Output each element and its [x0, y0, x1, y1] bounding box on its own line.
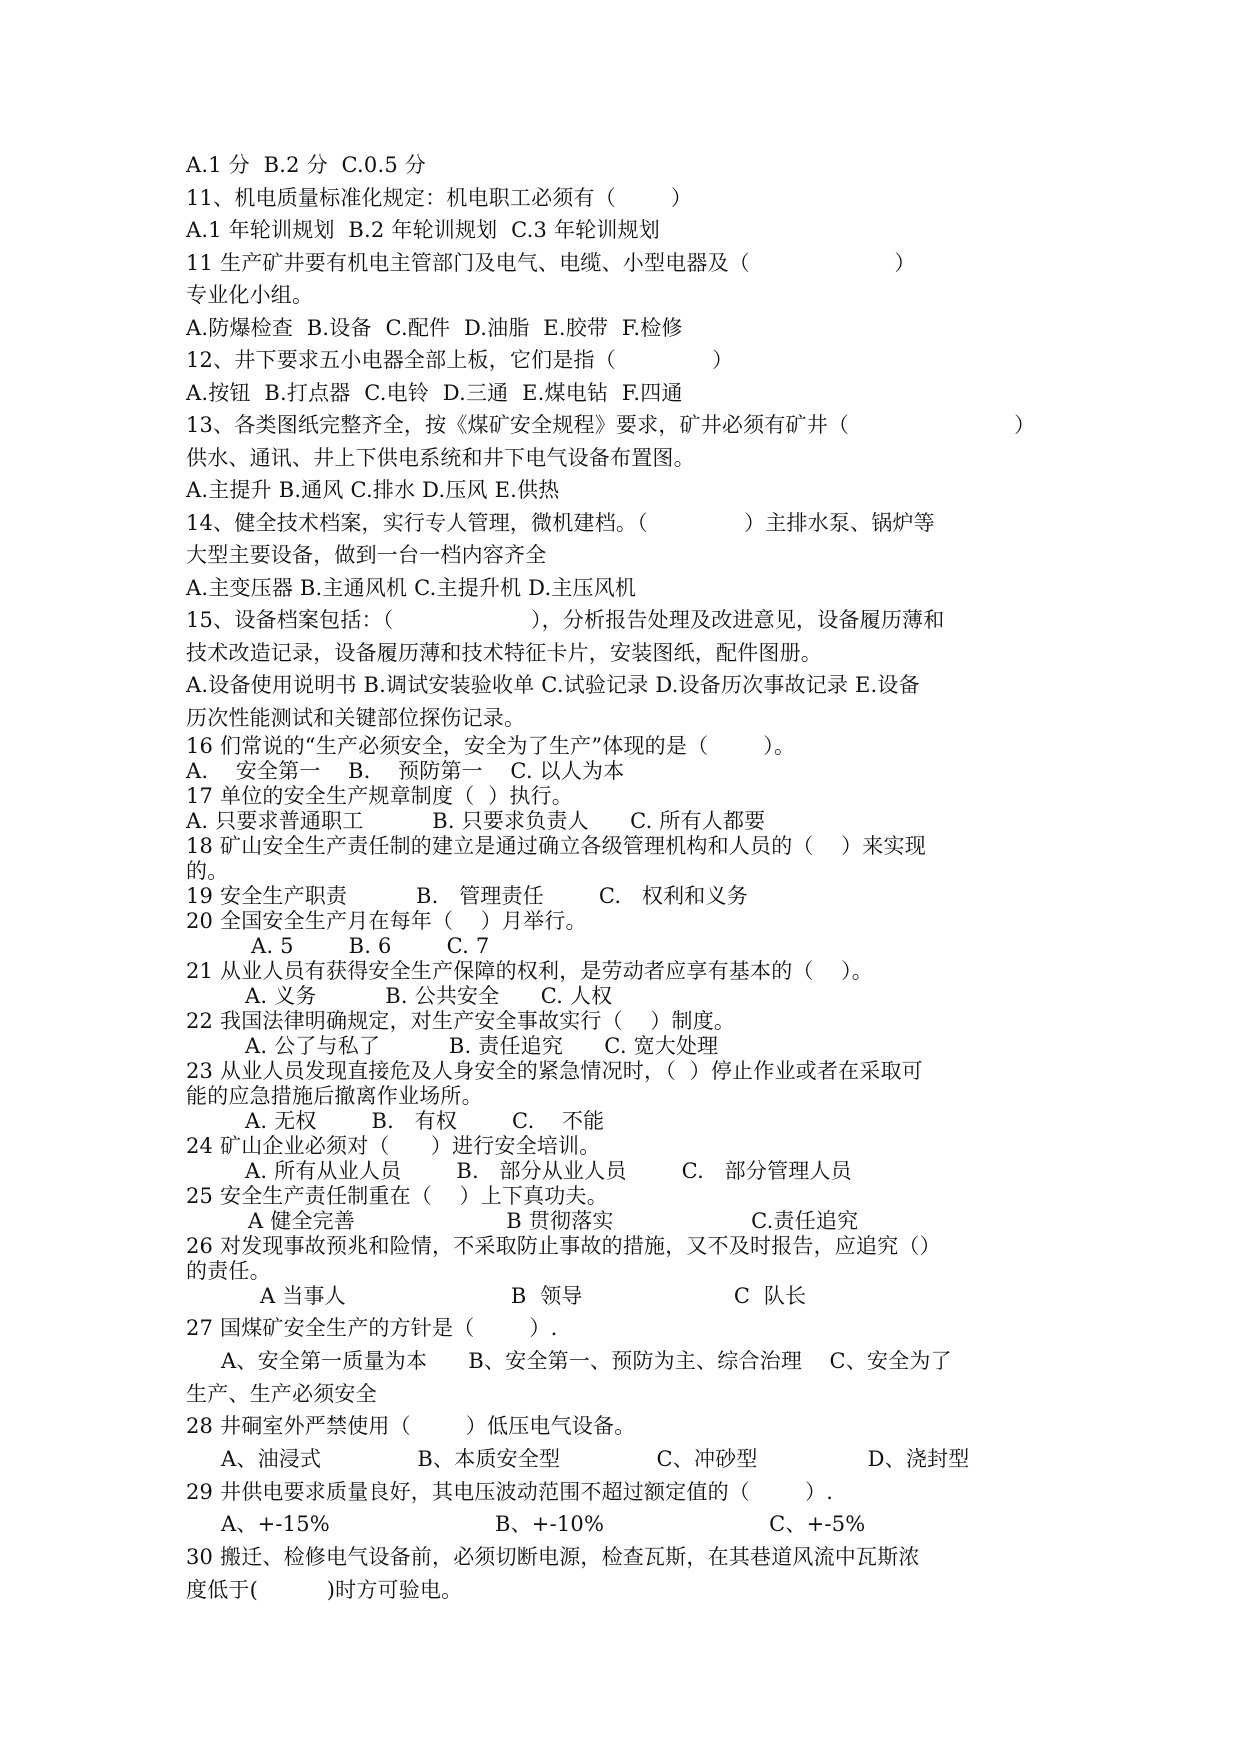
- text-line: A.主提升 B.通风 C.排水 D.压风 E.供热: [186, 478, 560, 502]
- text-line: 28 井硐室外严禁使用（ ）低压电气设备。: [186, 1414, 636, 1438]
- text-line: A. 只要求普通职工 B. 只要求负责人 C. 所有人都要: [186, 809, 766, 833]
- text-line: A.防爆检查 B.设备 C.配件 D.油脂 E.胶带 F.检修: [186, 316, 683, 340]
- text-line: 历次性能测试和关键部位探伤记录。: [186, 706, 526, 730]
- text-line: A. 公了与私了 B. 责任追究 C. 宽大处理: [245, 1034, 719, 1058]
- text-line: A 当事人 B 领导 C 队长: [260, 1284, 807, 1308]
- text-line: 的责任。: [186, 1259, 271, 1283]
- text-line: 技术改造记录，设备履历薄和技术特征卡片，安装图纸，配件图册。: [186, 641, 822, 665]
- text-line: A.设备使用说明书 B.调试安装验收单 C.试验记录 D.设备历次事故记录 E.设备: [186, 673, 920, 697]
- text-line: 27 国煤矿安全生产的方针是（ ）.: [186, 1316, 558, 1340]
- text-line: A. 义务 B. 公共安全 C. 人权: [245, 984, 613, 1008]
- text-line: A、安全第一质量为本 B、安全第一、预防为主、综合治理 C、安全为了: [221, 1349, 952, 1373]
- text-line: 29 井供电要求质量良好，其电压波动范围不超过额定值的（ ）.: [186, 1480, 834, 1504]
- text-line: 专业化小组。: [186, 283, 314, 307]
- text-line: A. 5 B. 6 C. 7: [251, 934, 490, 958]
- text-line: 11、机电质量标准化规定：机电职工必须有（ ）: [186, 186, 693, 210]
- text-line: 19 安全生产职责 B. 管理责任 C. 权利和义务: [186, 884, 748, 908]
- text-line: A.1 分 B.2 分 C.0.5 分: [186, 153, 426, 177]
- text-line: 26 对发现事故预兆和险情，不采取防止事故的措施，又不及时报告，应追究（）: [186, 1234, 941, 1258]
- text-line: 16 们常说的“生产必须安全，安全为了生产”体现的是（ ）。: [186, 734, 796, 758]
- text-line: 13、各类图纸完整齐全，按《煤矿安全规程》要求，矿井必须有矿井（ ）: [186, 413, 1036, 437]
- text-line: A 健全完善 B 贯彻落实 C.责任追究: [248, 1209, 859, 1233]
- text-line: 23 从业人员发现直接危及人身安全的紧急情况时，（ ）停止作业或者在采取可: [186, 1059, 923, 1083]
- text-line: 大型主要设备，做到一台一档内容齐全: [186, 543, 547, 567]
- text-line: 25 安全生产责任制重在（ ）上下真功夫。: [186, 1184, 608, 1208]
- text-line: A.1 年轮训规划 B.2 年轮训规划 C.3 年轮训规划: [186, 218, 660, 242]
- text-line: 12、井下要求五小电器全部上板，它们是指（ ）: [186, 348, 734, 372]
- text-line: 18 矿山安全生产责任制的建立是通过确立各级管理机构和人员的（ ）来实现: [186, 834, 926, 858]
- text-line: A. 无权 B. 有权 C. 不能: [245, 1109, 605, 1133]
- text-line: 24 矿山企业必须对（ ）进行安全培训。: [186, 1134, 601, 1158]
- text-line: 30 搬迁、检修电气设备前，必须切断电源，检查瓦斯，在其巷道风流中瓦斯浓: [186, 1545, 920, 1569]
- text-line: A.按钮 B.打点器 C.电铃 D.三通 E.煤电钻 F.四通: [186, 381, 683, 405]
- text-line: A.主变压器 B.主通风机 C.主提升机 D.主压风机: [186, 576, 637, 600]
- text-line: 22 我国法律明确规定，对生产安全事故实行（ ）制度。: [186, 1009, 736, 1033]
- text-line: A. 所有从业人员 B. 部分从业人员 C. 部分管理人员: [245, 1159, 852, 1183]
- text-line: 能的应急措施后撤离作业场所。: [186, 1084, 483, 1108]
- text-line: A. 安全第一 B. 预防第一 C. 以人为本: [186, 759, 625, 783]
- text-line: 供水、通讯、井上下供电系统和井下电气设备布置图。: [186, 446, 695, 470]
- text-line: 15、设备档案包括：（ ），分析报告处理及改进意见，设备履历薄和: [186, 608, 945, 632]
- text-line: 17 单位的安全生产规章制度（ ）执行。: [186, 784, 573, 808]
- text-line: 11 生产矿井要有机电主管部门及电气、电缆、小型电器及（ ）: [186, 251, 916, 275]
- text-line: 度低于( )时方可验电。: [186, 1578, 463, 1602]
- text-line: 14、健全技术档案，实行专人管理，微机建档。（ ）主排水泵、锅炉等: [186, 511, 935, 535]
- text-line: 21 从业人员有获得安全生产保障的权利，是劳动者应享有基本的（ ）。: [186, 959, 873, 983]
- text-line: 20 全国安全生产月在每年（ ）月举行。: [186, 909, 587, 933]
- text-line: A、油浸式 B、本质安全型 C、冲砂型 D、浇封型: [221, 1447, 970, 1471]
- text-line: 的。: [186, 859, 229, 883]
- text-line: A、+-15% B、+-10% C、+-5%: [221, 1512, 866, 1536]
- text-line: 生产、生产必须安全: [186, 1382, 377, 1406]
